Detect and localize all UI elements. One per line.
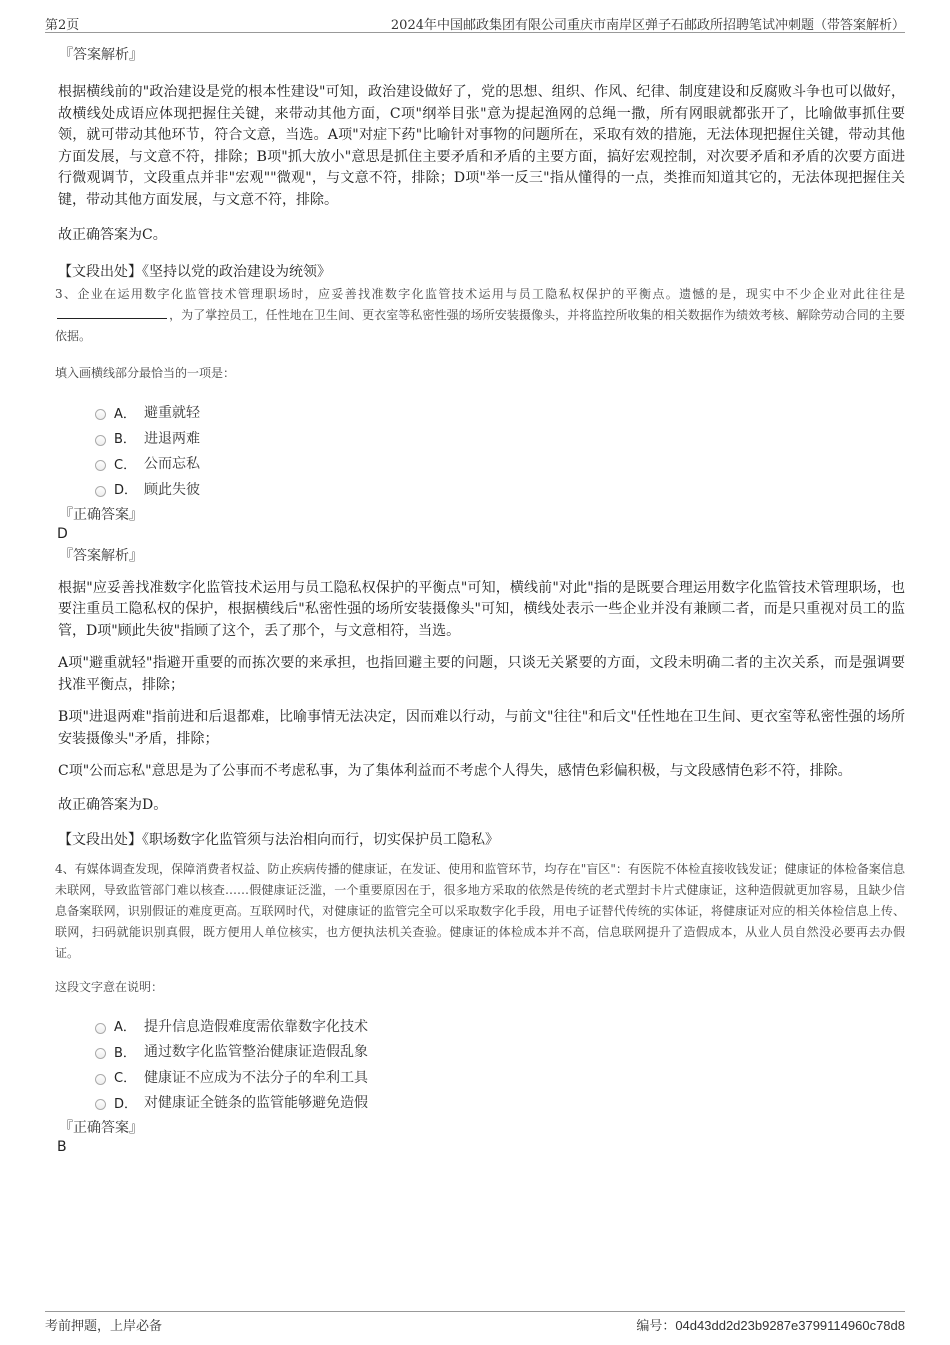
radio-button-icon[interactable] bbox=[95, 486, 106, 497]
question-4-stem: 4、有媒体调查发现，保障消费者权益、防止疾病传播的健康证，在发证、使用和监管环节，均存在"盲区"：有医院不体检直接收钱发证；健康证的体检备案信息未联网，导致监管部门难以核查……假健康证泛滥，一个重要原因在于，很多地方采取的依然是传统的老式塑封卡片式健康证，这种造假就更加容易，且缺少信息备案联网，识别假证的难度更高。互联网时代，对健康证的监管完全可以采取数字化手段，用电子证替代传统的实体证，将健康证对应的相关体检信息上传、联网，扫码就能识别真假，既方便用人单位核实，也方便执法机关查验。健康证的体检成本并不高，信息联网提升了造假成本，从业人员自然没必要再去办假证。 bbox=[55, 862, 905, 960]
fill-blank-line bbox=[57, 306, 167, 319]
question-text-before-blank: 3、企业在运用数字化监管技术管理职场时，应妥善找准数字化监管技术运用与员工隐私权保护的平衡点。遗憾的是，现实中不少企业对此往往是 bbox=[55, 286, 905, 301]
radio-button-icon[interactable] bbox=[95, 409, 106, 420]
correct-answer-value: B bbox=[57, 1139, 67, 1155]
question-text-after-blank: ，为了掌控员工，任性地在卫生间、更衣室等私密性强的场所安装摄像头，并将监控所收集的相关数据作为绩效考核、解除劳动合同的主要依据。 bbox=[55, 307, 905, 343]
radio-button-icon[interactable] bbox=[95, 1048, 106, 1059]
code-label: 编号： bbox=[636, 1319, 676, 1334]
analysis-paragraph: C项"公而忘私"意思是为了公事而不考虑私事，为了集体利益而不考虑个人得失，感情色彩偏积极，与文段感情色彩不符，排除。 bbox=[58, 763, 852, 779]
option-letter: D． bbox=[114, 483, 138, 499]
conclusion-text: 故正确答案为C。 bbox=[58, 227, 167, 243]
analysis-paragraph: A项"避重就轻"指避开重要的而拣次要的来承担，也指回避主要的问题，只谈无关紧要的方面，文段未明确二者的主次关系，而是强调要找准平衡点，排除； bbox=[58, 655, 905, 693]
question-3-options bbox=[95, 400, 905, 502]
radio-button-icon[interactable] bbox=[95, 435, 106, 446]
option-c[interactable] bbox=[95, 1064, 905, 1090]
correct-answer-label: 『正确答案』 bbox=[59, 1120, 143, 1136]
source-citation: 【文段出处】《坚持以党的政治建设为统领》 bbox=[58, 263, 331, 280]
analysis-label: 『答案解析』 bbox=[59, 547, 143, 564]
option-b[interactable] bbox=[95, 425, 905, 451]
radio-button-icon[interactable] bbox=[95, 1074, 106, 1085]
option-text: 对健康证全链条的监管能够避免造假 bbox=[144, 1095, 368, 1112]
page-number: 第2页 bbox=[45, 18, 80, 33]
option-c[interactable] bbox=[95, 451, 905, 477]
option-letter: B． bbox=[114, 432, 136, 448]
option-b[interactable] bbox=[95, 1039, 905, 1065]
analysis-label: 『答案解析』 bbox=[59, 47, 143, 63]
option-d[interactable] bbox=[95, 1090, 905, 1116]
document-code bbox=[636, 1315, 905, 1334]
option-letter: C． bbox=[114, 457, 137, 473]
page-header bbox=[45, 12, 905, 33]
question-4-options bbox=[95, 1013, 905, 1115]
option-text: 顾此失彼 bbox=[144, 481, 200, 498]
option-text: 健康证不应成为不法分子的牟利工具 bbox=[144, 1069, 368, 1086]
correct-answer-value: D bbox=[57, 525, 68, 542]
option-letter: D． bbox=[114, 1096, 138, 1112]
option-a[interactable] bbox=[95, 400, 905, 426]
analysis-paragraph: 根据"应妥善找准数字化监管技术运用与员工隐私权保护的平衡点"可知，横线前"对此"指的是既要合理运用数字化监管技术管理职场，也要注重员工隐私权的保护，根据横线后"私密性强的场所安装摄像头"可知，横线处表示一些企业并没有兼顾二者，而是只重视对员工的监管，D项"顾此失彼"指顾了这个，丢了那个，与文意相符，当选。 bbox=[58, 579, 905, 639]
analysis-text: 根据横线前的"政治建设是党的根本性建设"可知，政治建设做好了，党的思想、组织、作风、纪律、制度建设和反腐败斗争也可以做好，故横线处成语应体现把握住关键，来带动其他方面，C项"纲举目张"意为提起渔网的总绳一撒，所有网眼就都张开了，比喻做事抓住要领，就可带动其他环节，符合文意，当选。A项"对症下药"比喻针对事物的问题所在，采取有效的措施，无法体现把握住关键，带动其他方面发展，与文意不符，排除；B项"抓大放小"意思是抓住主要矛盾和矛盾的主要方面，搞好宏观控制，对次要矛盾和矛盾的次要方面进行微观调节，文段重点并非"宏观""微观"，与文意不符，排除；D项"举一反三"指从懂得的一点，类推而知道其它的，无法体现把握住关键，带动其他方面发展，与文意不符，排除。 bbox=[58, 84, 905, 208]
correct-answer-label: 『正确答案』 bbox=[59, 506, 143, 523]
option-letter: B． bbox=[114, 1045, 136, 1061]
option-letter: C． bbox=[114, 1071, 137, 1087]
question-3-stem bbox=[55, 284, 905, 347]
option-text: 提升信息造假难度需依靠数字化技术 bbox=[144, 1018, 368, 1035]
option-letter: A． bbox=[114, 1020, 136, 1036]
source-citation: 【文段出处】《职场数字化监管须与法治相向而行，切实保护员工隐私》 bbox=[58, 832, 499, 848]
option-d[interactable] bbox=[95, 476, 905, 502]
question-3-prompt: 填入画横线部分最恰当的一项是： bbox=[55, 365, 236, 380]
radio-button-icon[interactable] bbox=[95, 460, 106, 471]
question-4-prompt: 这段文字意在说明： bbox=[55, 980, 164, 994]
option-text: 公而忘私 bbox=[144, 456, 200, 473]
option-text: 避重就轻 bbox=[144, 405, 200, 422]
option-text: 通过数字化监管整治健康证造假乱象 bbox=[144, 1044, 368, 1061]
option-a[interactable] bbox=[95, 1013, 905, 1039]
page-content bbox=[55, 42, 905, 1156]
radio-button-icon[interactable] bbox=[95, 1023, 106, 1034]
option-letter: A． bbox=[114, 406, 136, 422]
code-value: 04d43dd2d23b9287e3799114960c78d8 bbox=[675, 1318, 905, 1333]
page-footer bbox=[45, 1311, 905, 1332]
footer-slogan: 考前押题，上岸必备 bbox=[45, 1319, 163, 1334]
radio-button-icon[interactable] bbox=[95, 1099, 106, 1110]
analysis-paragraph: B项"进退两难"指前进和后退都难，比喻事情无法决定，因而难以行动，与前文"往往"和后文"任性地在卫生间、更衣室等私密性强的场所安装摄像头"矛盾，排除； bbox=[58, 709, 905, 747]
option-text: 进退两难 bbox=[144, 430, 200, 447]
document-title: 2024年中国邮政集团有限公司重庆市南岸区弹子石邮政所招聘笔试冲刺题（带答案解析） bbox=[390, 18, 905, 33]
conclusion-text: 故正确答案为D。 bbox=[58, 796, 168, 813]
